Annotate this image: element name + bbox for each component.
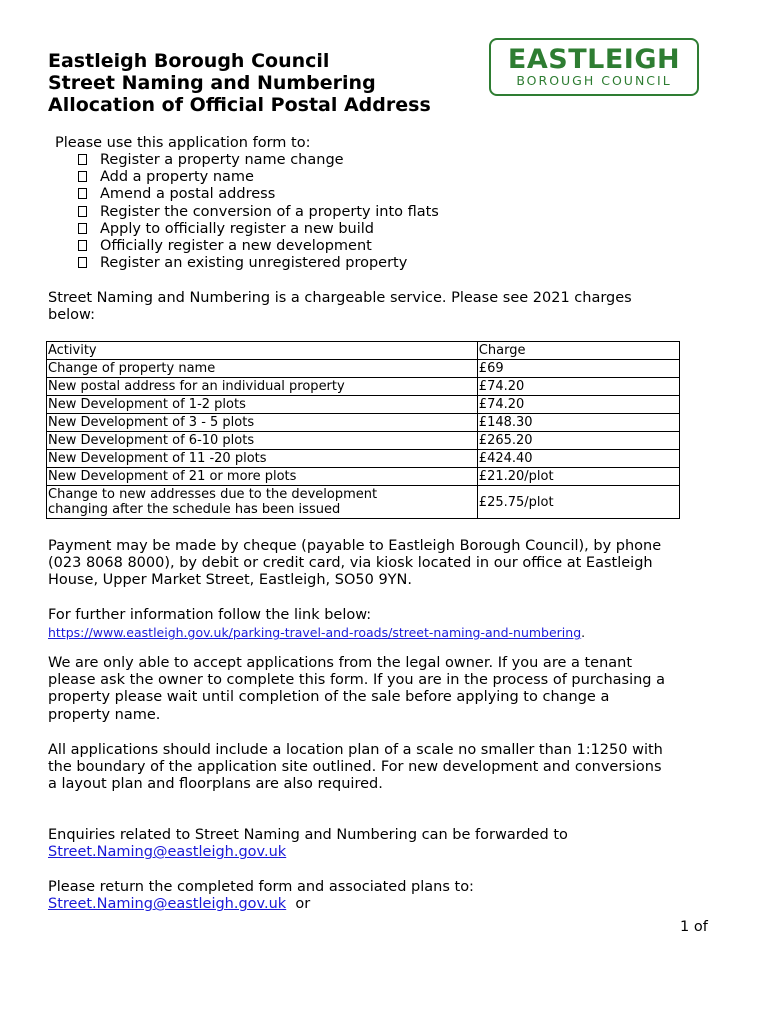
column-header-charge: Charge <box>477 342 679 360</box>
intro-text: Please use this application form to: <box>55 135 311 151</box>
enquiries-email-link[interactable]: Street.Naming@eastleigh.gov.uk <box>48 844 287 861</box>
activity-cell: New Development of 21 or more plots <box>47 468 478 486</box>
charge-cell: £21.20/plot <box>477 468 679 486</box>
charge-cell: £265.20 <box>477 432 679 450</box>
table-row <box>47 450 680 468</box>
enquiries-paragraph: Enquiries related to Street Naming and Numbering can be forwarded to Street.Naming@eastleigh.gov.uk <box>48 827 568 861</box>
title-line-2: Street Naming and Numbering <box>48 72 376 94</box>
charge-cell: £148.30 <box>477 414 679 432</box>
table-header-row <box>47 342 680 360</box>
checkbox-icon <box>78 240 87 251</box>
list-item: Amend a postal address <box>78 186 439 203</box>
charges-table <box>46 341 680 519</box>
street-naming-link[interactable]: https://www.eastleigh.gov.uk/parking-travel-and-roads/street-naming-and-numbering <box>48 625 582 641</box>
checkbox-icon <box>78 257 87 268</box>
list-item: Apply to officially register a new build <box>78 221 439 238</box>
eastleigh-logo <box>489 38 699 96</box>
activity-cell: New postal address for an individual property <box>47 378 478 396</box>
checkbox-icon <box>78 154 87 165</box>
table-row <box>47 378 680 396</box>
table-row <box>47 360 680 378</box>
activity-cell: New Development of 6-10 plots <box>47 432 478 450</box>
activity-cell: Change of property name <box>47 360 478 378</box>
activity-cell: Change to new addresses due to the development changing after the schedule has been issued <box>47 486 478 519</box>
list-item: Register an existing unregistered property <box>78 255 439 272</box>
uses-list <box>78 152 439 272</box>
page-number: 1 of <box>680 919 708 935</box>
checkbox-icon <box>78 206 87 217</box>
list-item: Add a property name <box>78 169 439 186</box>
charge-cell: £74.20 <box>477 396 679 414</box>
charge-cell: £74.20 <box>477 378 679 396</box>
table-row <box>47 414 680 432</box>
page-title <box>48 50 431 116</box>
further-info-paragraph: For further information follow the link below: https://www.eastleigh.gov.uk/parking-travel-and-roads/street-naming-and-numbering. <box>48 607 586 641</box>
activity-cell: New Development of 1-2 plots <box>47 396 478 414</box>
charge-cell: £69 <box>477 360 679 378</box>
title-line-1: Eastleigh Borough Council <box>48 50 330 72</box>
column-header-activity: Activity <box>47 342 478 360</box>
activity-cell: New Development of 3 - 5 plots <box>47 414 478 432</box>
table-row <box>47 486 680 519</box>
plans-note-paragraph: All applications should include a location plan of a scale no smaller than 1:1250 with the boundary of the application site outlined. For new development and conversions a layout plan and floorplans are also required. <box>48 742 663 793</box>
list-item: Officially register a new development <box>78 238 439 255</box>
title-line-3: Allocation of Official Postal Address <box>48 94 431 116</box>
checkbox-icon <box>78 171 87 182</box>
checkbox-icon <box>78 188 87 199</box>
table-row <box>47 432 680 450</box>
return-paragraph: Please return the completed form and associated plans to: Street.Naming@eastleigh.gov.uk or <box>48 879 474 913</box>
logo-text-main: EASTLEIGH <box>507 44 681 75</box>
table-row <box>47 468 680 486</box>
activity-cell: New Development of 11 -20 plots <box>47 450 478 468</box>
table-row <box>47 396 680 414</box>
payment-paragraph: Payment may be made by cheque (payable to Eastleigh Borough Council), by phone (023 8068 8000), by debit or credit card, via kiosk located in our office at Eastleigh House, Upper Market Street, Eastleigh, SO50 9YN. <box>48 538 662 589</box>
charge-cell: £25.75/plot <box>477 486 679 519</box>
list-item: Register the conversion of a property into flats <box>78 204 439 221</box>
list-item: Register a property name change <box>78 152 439 169</box>
charges-intro: Street Naming and Numbering is a chargeable service. Please see 2021 charges below: <box>48 290 632 324</box>
charge-cell: £424.40 <box>477 450 679 468</box>
owner-note-paragraph: We are only able to accept applications from the legal owner. If you are a tenant please ask the owner to complete this form. If you are in the process of purchasing a property please wait until completion of the sale before applying to change a property name. <box>48 655 665 723</box>
return-email-link[interactable]: Street.Naming@eastleigh.gov.uk <box>48 896 287 913</box>
checkbox-icon <box>78 223 87 234</box>
logo-text-sub: BOROUGH COUNCIL <box>516 73 672 88</box>
